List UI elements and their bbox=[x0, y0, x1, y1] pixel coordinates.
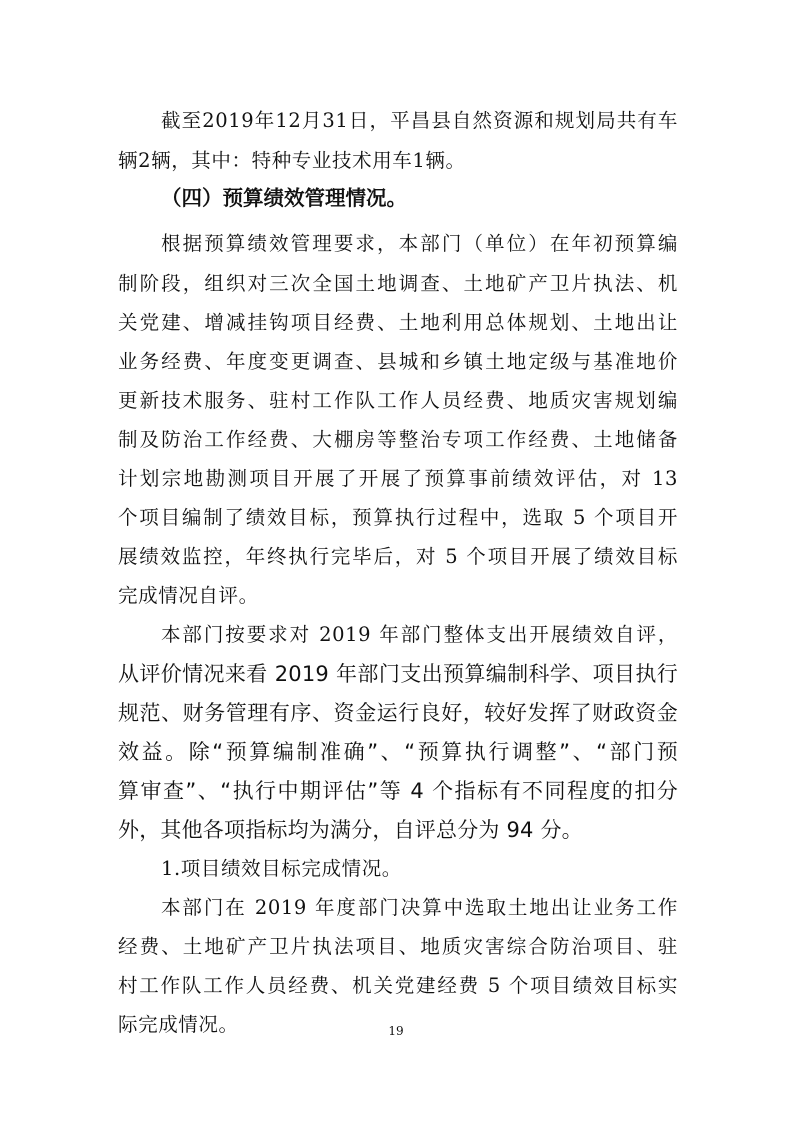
paragraph-line: 经费、土地矿产卫片执法项目、地质灾害综合防治项目、驻 bbox=[118, 935, 678, 958]
paragraph-line: 制阶段，组织对三次全国土地调查、土地矿产卫片执法、机 bbox=[118, 272, 678, 295]
paragraph-line: 1.项目绩效目标完成情况。 bbox=[161, 857, 402, 880]
paragraph-line: 辆2辆，其中：特种专业技术用车1辆。 bbox=[118, 149, 466, 172]
paragraph-line: 根据预算绩效管理要求，本部门（单位）在年初预算编 bbox=[161, 232, 678, 255]
paragraph-line: 展绩效监控，年终执行完毕后，对 5 个项目开展了绩效目标 bbox=[118, 545, 678, 568]
paragraph-line: 个项目编制了绩效目标，预算执行过程中，选取 5 个项目开 bbox=[118, 506, 678, 529]
paragraph-line: 关党建、增减挂钩项目经费、土地利用总体规划、土地出让 bbox=[118, 311, 678, 334]
paragraph-line: 制及防治工作经费、大棚房等整治专项工作经费、土地储备 bbox=[118, 428, 678, 451]
paragraph-line: 规范、财务管理有序、资金运行良好，较好发挥了财政资金 bbox=[118, 701, 678, 725]
page-number: 19 bbox=[388, 1024, 404, 1038]
paragraph-line: 截至2019年12月31日，平昌县自然资源和规划局共有车 bbox=[161, 109, 678, 132]
paragraph-line: 计划宗地勘测项目开展了开展了预算事前绩效评估，对 13 bbox=[118, 467, 678, 490]
paragraph-line: 本部门按要求对 2019 年部门整体支出开展绩效自评， bbox=[161, 623, 678, 646]
paragraph-line: 外，其他各项指标均为满分，自评总分为 94 分。 bbox=[118, 818, 583, 842]
section-heading: （四）预算绩效管理情况。 bbox=[161, 186, 407, 210]
paragraph-line: 村工作队工作人员经费、机关党建经费 5 个项目绩效目标实 bbox=[118, 974, 678, 997]
paragraph-line: 从评价情况来看 2019 年部门支出预算编制科学、项目执行 bbox=[118, 662, 678, 686]
paragraph-line: 算审查”、“执行中期评估”等 4 个指标有不同程度的扣分 bbox=[118, 779, 678, 803]
paragraph-line: 本部门在 2019 年度部门决算中选取土地出让业务工作 bbox=[161, 896, 678, 919]
paragraph-line: 更新技术服务、驻村工作队工作人员经费、地质灾害规划编 bbox=[118, 389, 678, 412]
paragraph-line: 业务经费、年度变更调查、县城和乡镇土地定级与基准地价 bbox=[118, 350, 678, 373]
paragraph-line: 完成情况自评。 bbox=[118, 584, 259, 607]
paragraph-line: 效益。除“预算编制准确”、“预算执行调整”、“部门预 bbox=[118, 740, 678, 764]
paragraph-line: 际完成情况。 bbox=[118, 1013, 239, 1036]
